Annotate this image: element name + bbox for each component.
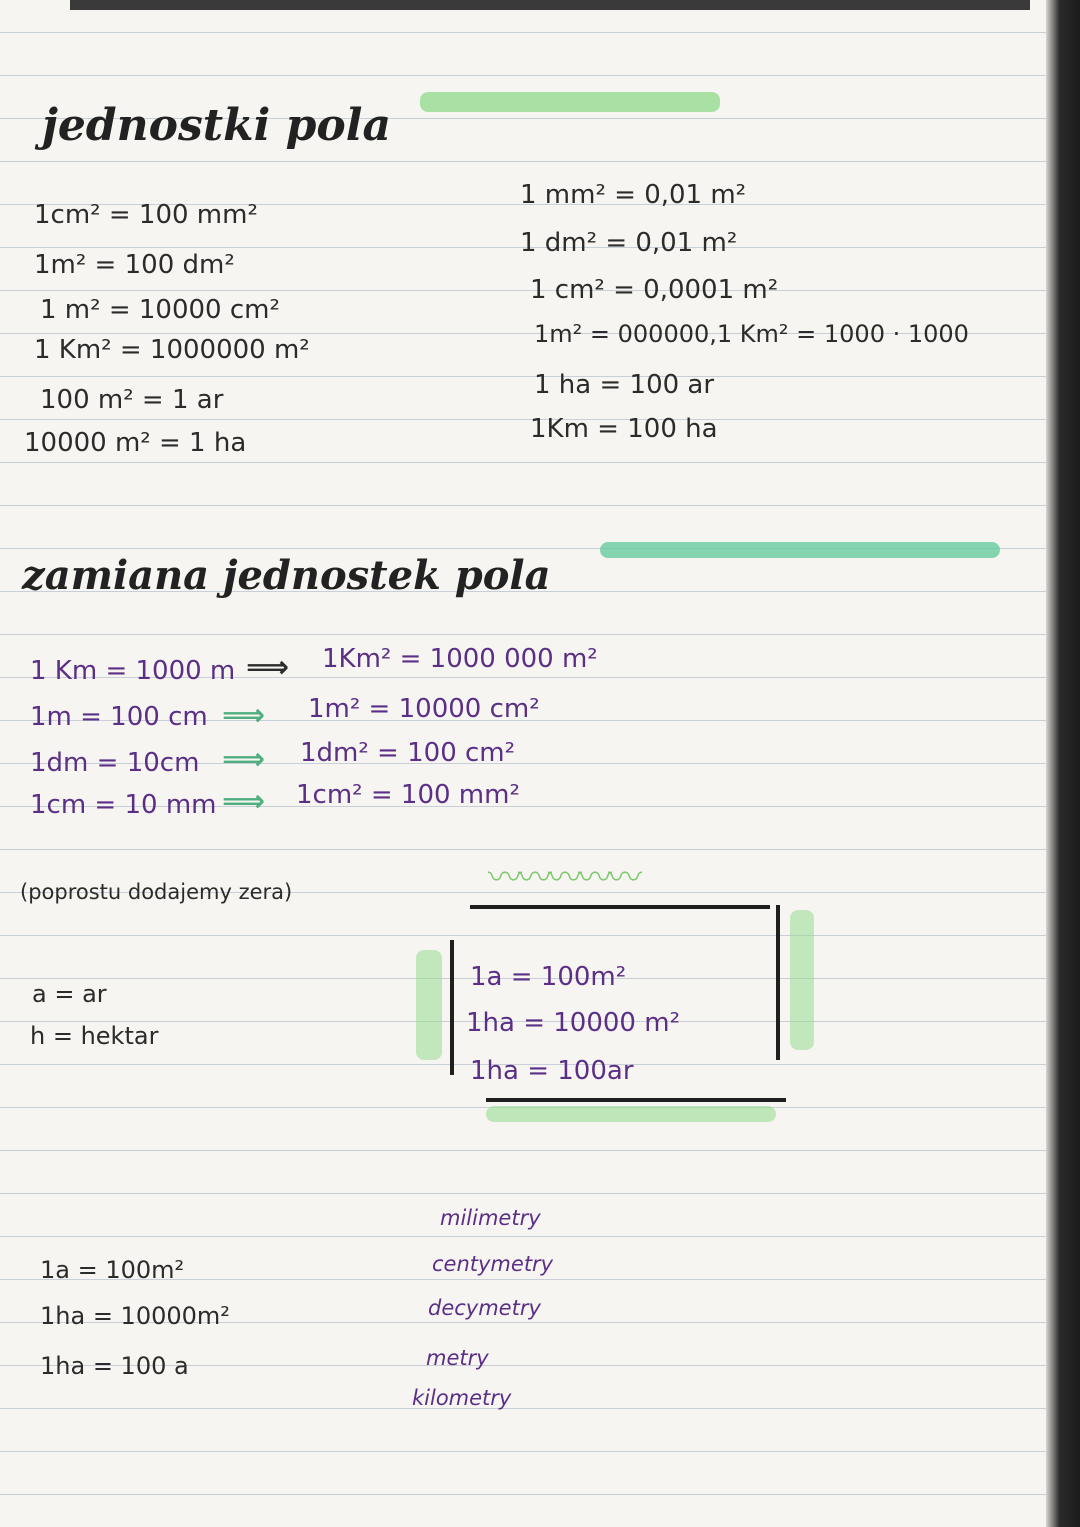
formula-left-2: 1m² = 100 dm²	[34, 250, 235, 280]
conversion-to-2: 1m² = 10000 cm²	[308, 694, 540, 724]
ruled-line	[0, 1236, 1046, 1237]
ruled-line	[0, 935, 1046, 936]
box-line-3: 1ha = 100ar	[470, 1056, 634, 1086]
formula-left-1: 1cm² = 100 mm²	[34, 200, 258, 230]
formula-left-4: 1 Km² = 1000000 m²	[34, 335, 310, 365]
formula-right-1: 1 mm² = 0,01 m²	[520, 180, 747, 210]
box-right-highlight	[790, 910, 814, 1050]
unit-metry: metry	[426, 1346, 489, 1370]
box-bottom-border	[486, 1098, 786, 1102]
unit-decymetry: decymetry	[428, 1296, 541, 1320]
arrow-icon: ⟹	[222, 784, 266, 819]
formula-right-2: 1 dm² = 0,01 m²	[520, 228, 738, 258]
section-title-jednostki-pola: jednostki pola	[42, 100, 391, 151]
ruled-line	[0, 376, 1046, 377]
box-line-2: 1ha = 10000 m²	[466, 1008, 680, 1038]
formula-left-3: 1 m² = 10000 cm²	[40, 295, 280, 325]
ruled-line	[0, 505, 1046, 506]
bottom-formula-3: 1ha = 100 a	[40, 1352, 189, 1380]
top-edge	[70, 0, 1030, 10]
unit-centymetry: centymetry	[432, 1252, 554, 1276]
conversion-to-3: 1dm² = 100 cm²	[300, 738, 516, 768]
notebook-binding	[1046, 0, 1080, 1527]
unit-kilometry: kilometry	[412, 1386, 512, 1410]
formula-right-3: 1 cm² = 0,0001 m²	[530, 275, 779, 305]
conversion-from-2: 1m = 100 cm	[30, 702, 208, 732]
conversion-from-1: 1 Km = 1000 m	[30, 656, 236, 686]
ruled-line	[0, 462, 1046, 463]
ruled-line	[0, 1408, 1046, 1409]
ruled-line	[0, 1494, 1046, 1495]
box-left-highlight	[416, 950, 442, 1060]
wave-decoration: 〰〰〰〰〰	[488, 858, 638, 898]
formula-right-4: 1m² = 000000,1 Km² = 1000 · 1000	[534, 320, 969, 348]
arrow-icon: ⟹	[222, 698, 266, 733]
ruled-line	[0, 75, 1046, 76]
unit-milimetry: milimetry	[440, 1206, 541, 1230]
formula-left-5: 100 m² = 1 ar	[40, 385, 224, 415]
bottom-formula-2: 1ha = 10000m²	[40, 1302, 230, 1330]
legend-hektar: h = hektar	[30, 1022, 159, 1050]
ruled-line	[0, 32, 1046, 33]
bottom-formula-1: 1a = 100m²	[40, 1256, 185, 1284]
arrow-icon: ⟹	[246, 650, 290, 685]
box-right-border	[776, 905, 780, 1060]
box-line-1: 1a = 100m²	[470, 962, 627, 992]
title-highlight-teal	[600, 542, 1000, 558]
ruled-line	[0, 1193, 1046, 1194]
formula-right-5: 1 ha = 100 ar	[534, 370, 715, 400]
box-left-border	[450, 940, 454, 1075]
formula-right-6: 1Km = 100 ha	[530, 414, 718, 444]
ruled-line	[0, 290, 1046, 291]
title-highlight	[420, 92, 720, 112]
ruled-line	[0, 161, 1046, 162]
box-bottom-highlight	[486, 1106, 776, 1122]
conversion-to-4: 1cm² = 100 mm²	[296, 780, 520, 810]
box-top-border	[470, 905, 770, 909]
conversion-from-4: 1cm = 10 mm	[30, 790, 217, 820]
conversion-to-1: 1Km² = 1000 000 m²	[322, 644, 598, 674]
note-dodajemy-zera: (poprostu dodajemy zera)	[20, 880, 293, 904]
arrow-icon: ⟹	[222, 742, 266, 777]
section-title-zamiana: zamiana jednostek pola	[22, 552, 551, 599]
ruled-line	[0, 1150, 1046, 1151]
ruled-line	[0, 419, 1046, 420]
ruled-line	[0, 634, 1046, 635]
formula-left-6: 10000 m² = 1 ha	[24, 428, 247, 458]
conversion-from-3: 1dm = 10cm	[30, 748, 200, 778]
legend-ar: a = ar	[32, 980, 107, 1008]
ruled-line	[0, 1451, 1046, 1452]
